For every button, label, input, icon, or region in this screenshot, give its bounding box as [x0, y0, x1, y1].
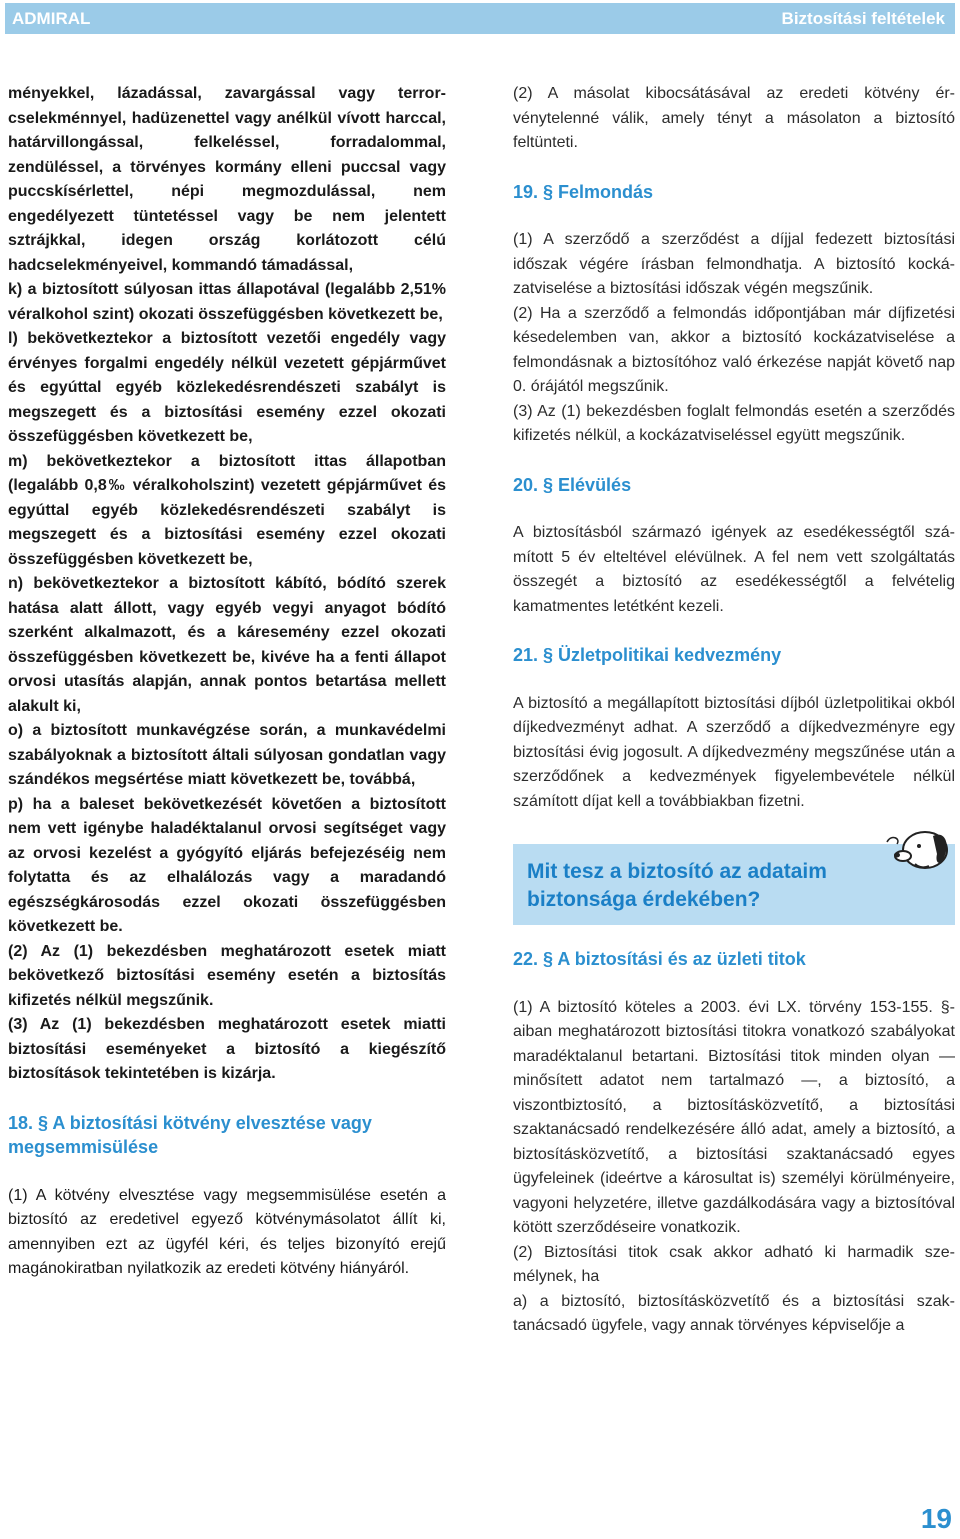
section-20-paragraph: A biztosításból származó igények az esedékességtől számított 5 év elteltével elévülnek. A fel nem vett szolgáltatás összegét a biztosító az esedékességtől a felvételig kamatmentes letétként kezeli. [513, 524, 955, 615]
paragraph-2: (2) Az (1) bekezdésben meghatározott esetek miatt bekövetkező biztosítási esemény esetén a biztosítás kifizetés nélkül megszűnik. [8, 942, 446, 1009]
section-22-paragraph-3: a) a biztosító, biztosításközvetítő és a biztosítási szaktanácsadó ügyfele, vagy annak törvényes képviselője a [513, 1292, 955, 1334]
section-18-heading: 18. § A biztosítási kötvény elvesztése vagy megsemmisülése [8, 1112, 372, 1157]
paragraph-exclusions-cont: ményekkel, lázadással, zavargással vagy terrorcselekménnyel, hadüzenettel vagy anélkül vívott harccal, határvillongással, felkeléssel, forradalommal, zendüléssel, a törvényes kormány elleni puccsal vagy puccskísérlettel, népi megmozdulással, nem engedélyezett tüntetéssel vagy be nem jelentett sztrájkkal, idegen ország korlátozott célú hadcselekményeivel, kommandó támadással, [8, 85, 446, 274]
paragraph-l: l) bekövetkeztekor a biztosított vezetői engedély vagy érvényes forgalmi engedély nélkül vezetett gépjárművet és egyúttal egyéb közlekedésrendészeti szabályt is megszegett és a biztosítási esemény ezzel okozati összefüggésben következett be, [8, 330, 446, 445]
section-19-paragraph-3: (3) Az (1) bekezdésben foglalt felmondás esetén a szerződés kifizetés nélkül, a kockázatviseléssel együtt megszűnik. [513, 402, 955, 444]
section-22-heading: 22. § A biztosítási és az üzleti titok [513, 949, 806, 969]
left-column [8, 82, 446, 1282]
section-21-paragraph: A biztosító a megállapított biztosítási díjból üzletpolitikai okból díjkedvezményt adhat. A szerződő a díjkedvezményre egy biztosítási évig jogosult. A díjkedvezmény megszűnése után a szerződőnek a kedvezmények figyelembevétele nélkül számított díjat kell a továbbiakban fizetni. [513, 694, 955, 810]
brand-name: ADMIRAL [12, 9, 91, 28]
section-19-paragraph-1: (1) A szerződő a szerződést a díjjal fedezett biztosítási időszak végére írásban felmondhatja. A biztosító kockázatviselése a biztosítási időszak végén megszűnik. [513, 231, 955, 297]
section-21-heading: 21. § Üzletpolitikai kedvezmény [513, 645, 782, 665]
paragraph-o: o) a biztosított munkavégzése során, a munkavédelmi szabályoknak a biztosított általi súlyosan gondatlan vagy szándékos megsértése miatt következett be, továbbá, [8, 722, 446, 788]
snoopy-icon [881, 820, 960, 884]
paragraph-3: (3) Az (1) bekezdésben meghatározott esetek miatti biztosítási eseményeket a biztosító a kiegészítő biztosítások tekintetében is kizárja. [8, 1016, 446, 1082]
data-security-callout [513, 844, 955, 925]
section-22-paragraph-2: (2) Biztosítási titok csak akkor adható ki harmadik személynek, ha [513, 1243, 955, 1285]
callout-title: Mit tesz a biztosító az adataim biztonsága érdekében? [527, 860, 827, 911]
paragraph-m: m) bekövetkeztekor a biztosított ittas állapotban (legalább 0,8‰ véralkoholszint) vezetett gépjárművet és egyúttal egyéb közlekedésrendészeti szabályt is megszegett és a biztosítási esemény ezzel okozati összefüggésben következett be, [8, 452, 446, 568]
section-22-paragraph-1: (1) A biztosító köteles a 2003. évi LX. törvény 153-155. §-aiban meghatározott biztosítási titokra vonatkozó szabályokat maradéktalanul betartani. Biztosítási titok minden olyan — minősített adatot nem tartalmazó —, a biztosító, a viszontbiztosító, a biztosításközvetítő, a biztosítási szaktanácsadó rendelkezésére álló adat, amely a biztosító, a biztosításközvetítő, a biztosítási szaktanácsadó egyes ügyfeleinek (ideértve a károsultat is) személyi körülményeire, vagyoni helyzetére, illetve gazdálkodására vagy a biztosítóval kötött szerződéseire vonatkozik. [513, 998, 955, 1236]
right-column [513, 82, 955, 1339]
paragraph-n: n) bekövetkeztekor a biztosított kábító, bódító szerek hatása alatt állott, vagy egyéb vegyi anyagot bódító szerként alkalmazott, és a káresemény ezzel okozati összefüggésben következett be, kivéve ha a fenti állapot orvosi utasítás alapján, annak pontos betartása mellett alakult ki, [8, 575, 446, 715]
section-20-heading: 20. § Elévülés [513, 474, 632, 495]
paragraph-p: p) ha a baleset bekövetkezését követően a biztosított nem vett igénybe haladéktalanul orvosi segítséget vagy az orvosi kezelést a gyógyító eljárás befejezéséig nem folytatta és az elhalálozás vagy a maradandó egészségkárosodás ezzel okozati összefüggésben következett be. [8, 795, 446, 935]
paragraph-k: k) a biztosított súlyosan ittas állapotával (legalább 2,51% véralkohol szint) okozati összefüggésben következett be, [8, 281, 446, 323]
page-number: 19 [920, 1503, 952, 1534]
section-18-paragraph-1: (1) A kötvény elvesztése vagy megsemmisülése esetén a biztosító az eredetivel egyező kötvénymásolatot állít ki, amennyiben ezt az ügyfél kéri, és teljes bizonyító erejű magánokiratban nyilatkozik az eredeti kötvény hiányáról. [8, 1186, 446, 1277]
section-18-paragraph-2: (2) A másolat kibocsátásával az eredeti kötvény érvénytelenné válik, amely tényt a másolaton a biztosító feltünteti. [513, 85, 955, 151]
page-header [5, 3, 955, 34]
section-19-heading: 19. § Felmondás [513, 181, 654, 202]
section-title: Biztosítási feltételek [781, 9, 945, 28]
section-19-paragraph-2: (2) Ha a szerződő a felmondás időpontjában már díjfizetési késedelemben van, akkor a biztosító kockázatviselése a felmondásnak a biztosítóhoz való érkezése napját követő nap 0. órájától megszűnik. [513, 304, 955, 395]
